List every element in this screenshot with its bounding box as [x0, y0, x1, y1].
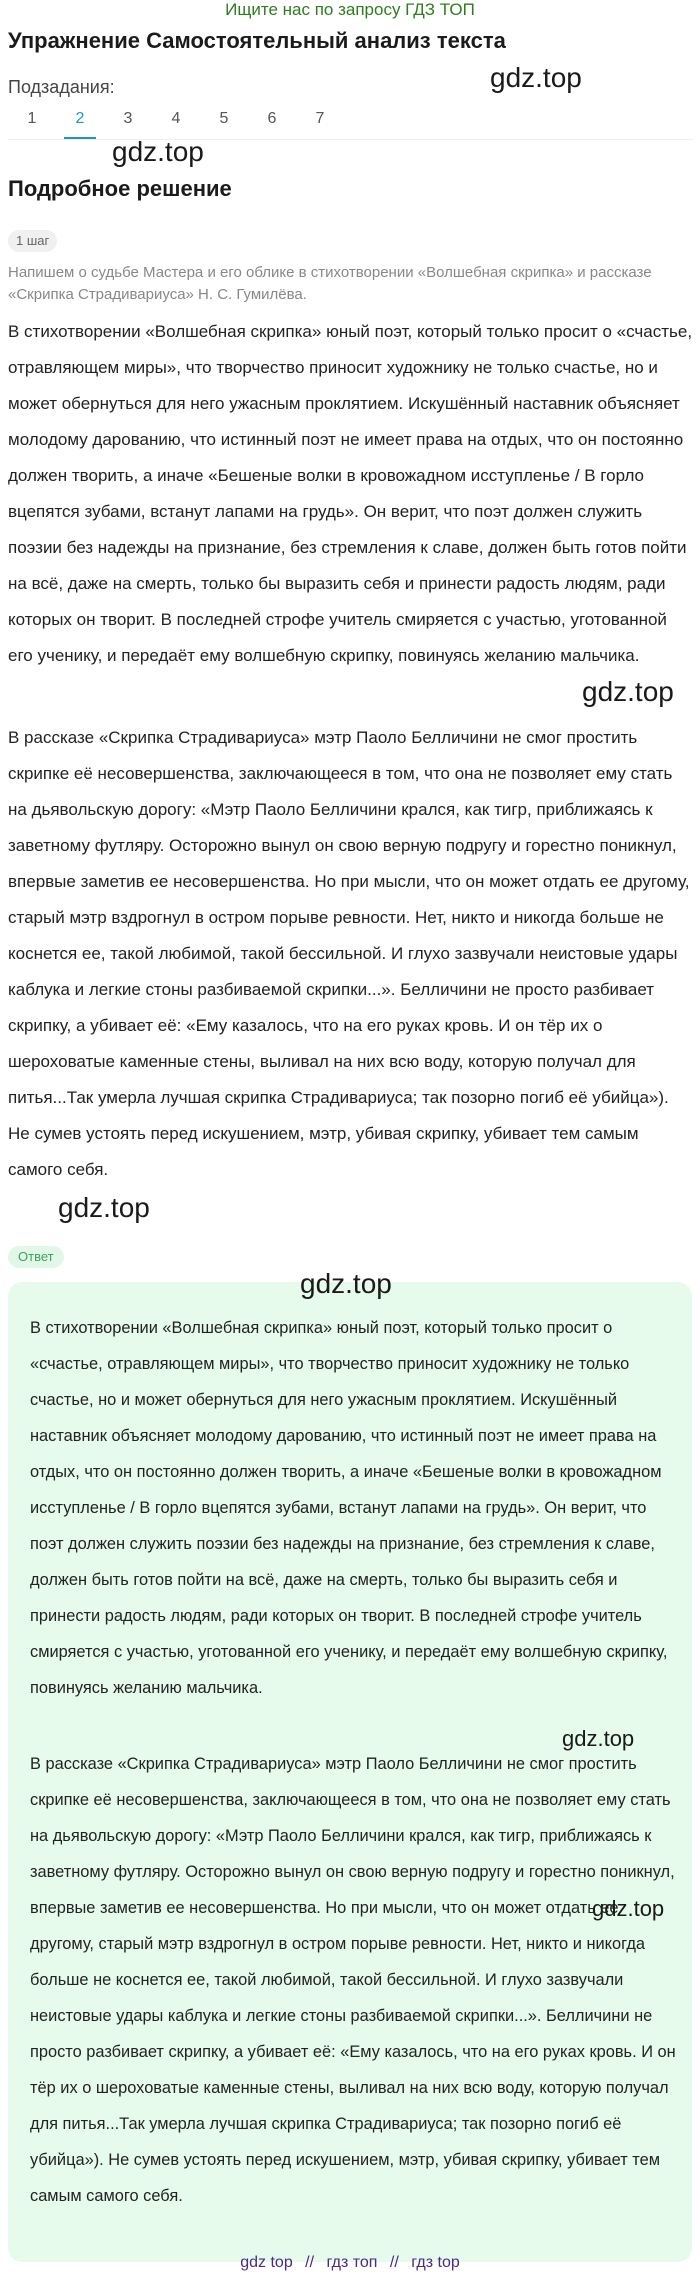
intro-text: Напишем о судьбе Мастера и его облике в стихотворении «Волшебная скрипка» и рассказе «Скрипка Страдивариуса» Н. С. Гумилёва. — [8, 264, 652, 303]
top-banner: Ищите нас по запросу ГДЗ ТОП — [225, 0, 475, 19]
watermark: gdz.top — [582, 676, 674, 707]
answer-badge: Ответ — [8, 1246, 64, 1268]
footer-separator: // — [389, 2254, 399, 2271]
solution-title: Подробное решение — [8, 176, 232, 201]
solution-paragraph-1: В стихотворении «Волшебная скрипка» юный поэт, который только просит о «счастье, отравляющем миры», что творчество приносит художнику не только счастье, но и может обернуться для него ужасным проклятием. Искушённый наставник объясняет молодому дарованию, что истинный поэт не имеет права на отдых, что он постоянно должен творить, а иначе «Бешеные волки в кровожадном исступленье / В горло вцепятся зубами, встанут лапами на грудь». Он верит, что поэт должен служить поэзии без надежды на признание, без стремления к славе, должен быть готов пойти на всё, даже на смерть, только бы выразить себя и принести радость людям, ради которых он творит. В последней строфе учитель смиряется с участью, уготованной его ученику, и передаёт ему волшебную скрипку, повинуясь желанию мальчика. — [8, 322, 693, 665]
tab-4[interactable]: 4 — [171, 110, 181, 127]
page-title: Упражнение Самостоятельный анализ текста — [8, 28, 506, 53]
watermark: gdz.top — [58, 1192, 150, 1223]
watermark: gdz.top — [562, 1726, 635, 1751]
footer-links — [0, 2254, 700, 2272]
step-badge: 1 шаг — [8, 230, 57, 252]
footer-link-gdz-top-mixed[interactable]: гдз top — [411, 2254, 460, 2271]
answer-paragraph-1: В стихотворении «Волшебная скрипка» юный поэт, который только просит о «счастье, отравляющем миры», что творчество приносит художнику не только счастье, но и может обернуться для него ужасным проклятием. Искушённый наставник объясняет молодому дарованию, что истинный поэт не имеет права на отдых, что он постоянно должен творить, а иначе «Бешеные волки в кровожадном исступленье / В горло вцепятся зубами, встанут лапами на грудь». Он верит, что поэт должен служить поэзии без надежды на признание, без стремления к славе, должен быть готов пойти на всё, даже на смерть, только бы выразить себя и принести радость людям, ради которых он творит. В последней строфе учитель смиряется с участью, уготованной его ученику, и передаёт ему волшебную скрипку, повинуясь желанию мальчика. — [30, 1319, 668, 1697]
answer-paragraph-2: В рассказе «Скрипка Страдивариуса» мэтр Паоло Белличини не смог простить скрипке её несовершенства, заключающееся в том, что она не позволяет ему стать на дьявольскую дорогу: «Мэтр Паоло Белличини крался, как тигр, приближаясь к заветному футляру. Осторожно вынул он свою верную подругу и горестно поникнул, впервые заметив ее несовершенства. Но при мысли, что он может отдать ее другому, старый мэтр вздрогнул в остром порыве ревности. Нет, никто и никогда больше не коснется ее, такой любимой, такой бессильной. И глухо зазвучали неистовые удары каблука и легкие стоны разбиваемой скрипки...». Белличини не просто разбивает скрипку, а убивает её: «Ему казалось, что на его руках кровь. И он тёр их о шероховатые каменные стены, выливал на них всю воду, которую получал для питья...Так умерла лучшая скрипка Страдивариуса; так позорно погиб её убийца»). Не сумев устоять перед искушением, мэтр, убивая скрипку, убивает тем самым самого себя. — [30, 1755, 676, 2205]
subtasks-label: Подзадания: — [8, 77, 115, 97]
tab-7[interactable]: 7 — [315, 110, 325, 127]
watermark: gdz.top — [300, 1268, 392, 1299]
watermark: gdz.top — [592, 1896, 665, 1921]
tab-2[interactable]: 2 — [56, 108, 104, 139]
watermark: gdz.top — [112, 136, 204, 167]
tab-5[interactable]: 5 — [219, 110, 229, 127]
subtask-tabs — [8, 108, 693, 140]
tab-1[interactable]: 1 — [27, 110, 37, 127]
watermark: gdz.top — [490, 62, 582, 93]
tab-6[interactable]: 6 — [267, 110, 277, 127]
footer-link-gdz-top-ru[interactable]: гдз топ — [326, 2254, 378, 2271]
solution-paragraph-2: В рассказе «Скрипка Страдивариуса» мэтр Паоло Белличини не смог простить скрипке её несовершенства, заключающееся в том, что она не позволяет ему стать на дьявольскую дорогу: «Мэтр Паоло Белличини крался, как тигр, приближаясь к заветному футляру. Осторожно вынул он свою верную подругу и горестно поникнул, впервые заметив ее несовершенства. Но при мысли, что он может отдать ее другому, старый мэтр вздрогнул в остром порыве ревности. Нет, никто и никогда больше не коснется ее, такой любимой, такой бессильной. И глухо зазвучали неистовые удары каблука и легкие стоны разбиваемой скрипки...». Белличини не просто разбивает скрипку, а убивает её: «Ему казалось, что на его руках кровь. И он тёр их о шероховатые каменные стены, выливал на них всю воду, которую получал для питья...Так умерла лучшая скрипка Страдивариуса; так позорно погиб её убийца»). Не сумев устоять перед искушением, мэтр, убивая скрипку, убивает тем самым самого себя. — [8, 728, 690, 1179]
tab-3[interactable]: 3 — [123, 110, 133, 127]
footer-link-gdz-top[interactable]: gdz top — [240, 2254, 293, 2271]
footer-separator: // — [305, 2254, 315, 2271]
